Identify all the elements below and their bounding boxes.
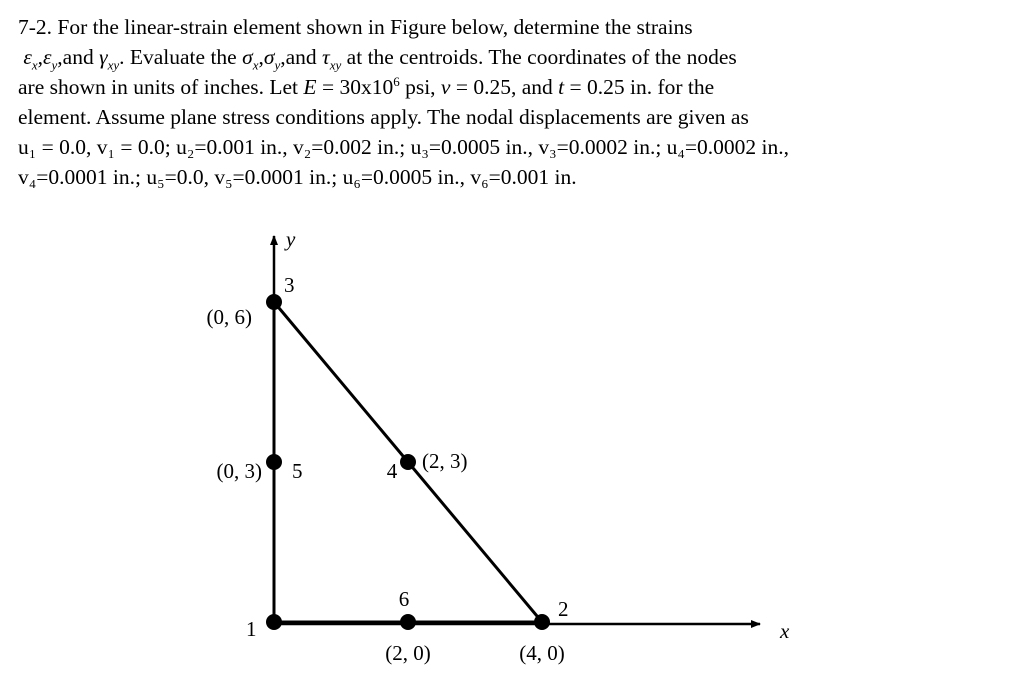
node-2-marker [534, 614, 550, 630]
modulus-value: = 30x10 [321, 75, 394, 99]
problem-line-4: element. Assume plane stress conditions apply. The nodal displacements are given as [18, 105, 749, 129]
poisson-symbol: v [440, 75, 451, 99]
node-5-number: 5 [292, 459, 303, 484]
node-1-number: 1 [246, 617, 257, 641]
evaluate-text: . Evaluate the [119, 45, 237, 69]
node-6-number: 6 [398, 587, 410, 611]
modulus-symbol: E [303, 75, 317, 99]
node-6-marker [400, 614, 416, 630]
node-2-coordinate: (4, 0) [519, 641, 565, 665]
node-5-coordinate: (0, 3) [216, 459, 262, 484]
node-4-coordinate: (2, 3) [422, 449, 468, 474]
strain-gamma-xy: $\gamma_{xy}$ [99, 45, 120, 73]
y-axis-label: y [286, 227, 296, 251]
centroids-text: at the centroids. The coordinates of the nodes [346, 45, 737, 69]
x-axis-label: x [780, 619, 790, 643]
node-5-marker [266, 454, 282, 470]
node-4-marker [400, 454, 416, 470]
stress-sigma-y: $\sigma_y$ [263, 45, 281, 73]
and-word-1: and [62, 45, 94, 69]
thickness-value: = 0.25 in. for the [569, 75, 715, 99]
node-3-marker [266, 294, 282, 310]
node-4-number: 4 [386, 459, 398, 484]
modulus-exponent: 6 [393, 73, 400, 89]
and-word-2: and [285, 45, 317, 69]
displacements-line-2: v₄=0.0001 in.; u₅=0.0, v₅=0.0001 in.; u₆=0.0005 in., v₆=0.001 in. [18, 165, 577, 189]
displacements-line-1: u₁ = 0.0, v₁ = 0.0; u₂=0.001 in., v₂=0.002 in.; u₃=0.0005 in., v₃=0.0002 in.; u₄=0.0002 in., [18, 135, 790, 159]
problem-intro: For the linear-strain element shown in Figure below, determine the strains [57, 15, 693, 39]
strain-eps-y: $\varepsilon_y$ [43, 45, 58, 73]
node-2-number: 2 [558, 597, 569, 621]
poisson-value: = 0.25, and [455, 75, 553, 99]
node-6-coordinate: (2, 0) [385, 641, 431, 665]
problem-line-2: $\varepsilon_x,\varepsilon_y,and$ $\gamma_{xy}$. Evaluate the $\sigma_x,\sigma_y,and$ $\tau_{xy}$ at the centroids. The coordinates of the nodes [23, 45, 737, 73]
problem-number: 7-2. [18, 15, 53, 39]
node-layer [207, 273, 569, 665]
stress-sigma-x: $\sigma_x$ [242, 45, 259, 73]
problem-line-3: are shown in units of inches. Let $E = 30x10^6$ psi, v = 0.25, and t = 0.25 in. for the [18, 73, 715, 99]
stress-tau-xy: $\tau_{xy}$ [322, 45, 342, 73]
strain-eps-x: $\varepsilon_x$ [23, 45, 38, 73]
thickness-symbol: t [558, 75, 565, 99]
node-3-number: 3 [284, 273, 295, 298]
node-1-marker [266, 614, 282, 630]
node-3-coordinate: (0, 6) [206, 305, 252, 330]
